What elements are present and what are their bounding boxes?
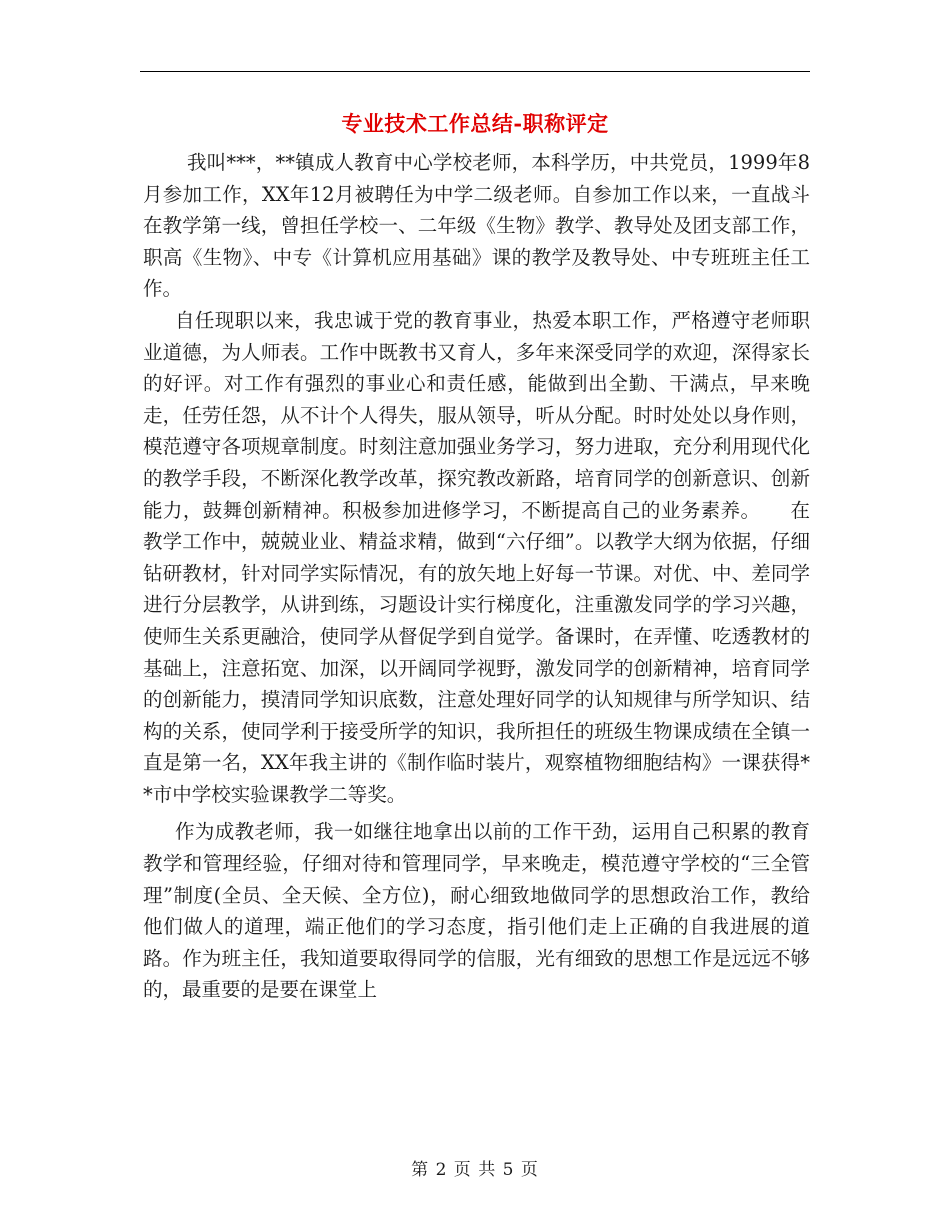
page-number: 第 2 页 共 5 页 — [411, 1160, 539, 1180]
document-body — [143, 147, 810, 1006]
header-rule — [140, 71, 810, 72]
document-title: 专业技术工作总结-职称评定 — [341, 111, 609, 136]
paragraph-work-attitude: 自任现职以来，我忠诚于党的教育事业，热爱本职工作，严格遵守老师职业道德，为人师表。工作中既教书又育人，多年来深受同学的欢迎，深得家长的好评。对工作有强烈的事业心和责任感，能做到出全勤、干满点，早来晚走，任劳任怨，从不计个人得失，服从领导，听从分配。时时处处以身作则，模范遵守各项规章制度。时刻注意加强业务学习，努力进取，充分利用现代化的教学手段，不断深化教学改革，探究教改新路，培育同学的创新意识、创新能力，鼓舞创新精神。积极参加进修学习，不断提高自己的业务素养。 在教学工作中，兢兢业业、精益求精，做到“六仔细”。以教学大纲为依据，仔细钻研教材，针对同学实际情况，有的放矢地上好每一节课。对优、中、差同学进行分层教学，从讲到练，习题设计实行梯度化，注重激发同学的学习兴趣，使师生关系更融洽，使同学从督促学到自觉学。备课时，在弄懂、吃透教材的基础上，注意拓宽、加深，以开阔同学视野，激发同学的创新精神，培育同学的创新能力，摸清同学知识底数，注意处理好同学的认知规律与所学知识、结构的关系，使同学利于接受所学的知识，我所担任的班级生物课成绩在全镇一直是第一名，XX年我主讲的《制作临时装片，观察植物细胞结构》一课获得**市中学校实验课教学二等奖。 — [143, 308, 810, 806]
paragraph-intro: 我叫***，**镇成人教育中心学校老师，本科学历，中共党员，1999年8月参加工作，XX年12月被聘任为中学二级老师。自参加工作以来，一直战斗在教学第一线，曾担任学校一、二年级《生物》教学、教导处及团支部工作，职高《生物》、中专《计算机应用基础》课的教学及教导处、中专班班主任工作。 — [143, 151, 810, 301]
paragraph-adult-education: 作为成教老师，我一如继往地拿出以前的工作干劲，运用自己积累的教育教学和管理经验，仔细对待和管理同学，早来晚走，模范遵守学校的“三全管理”制度(全员、全天候、全方位)，耐心细致地做同学的思想政治工作，教给他们做人的道理，端正他们的学习态度，指引他们走上正确的自我进展的道路。作为班主任，我知道要取得同学的信服，光有细致的思想工作是远远不够的，最重要的是要在课堂上 — [143, 820, 810, 1002]
